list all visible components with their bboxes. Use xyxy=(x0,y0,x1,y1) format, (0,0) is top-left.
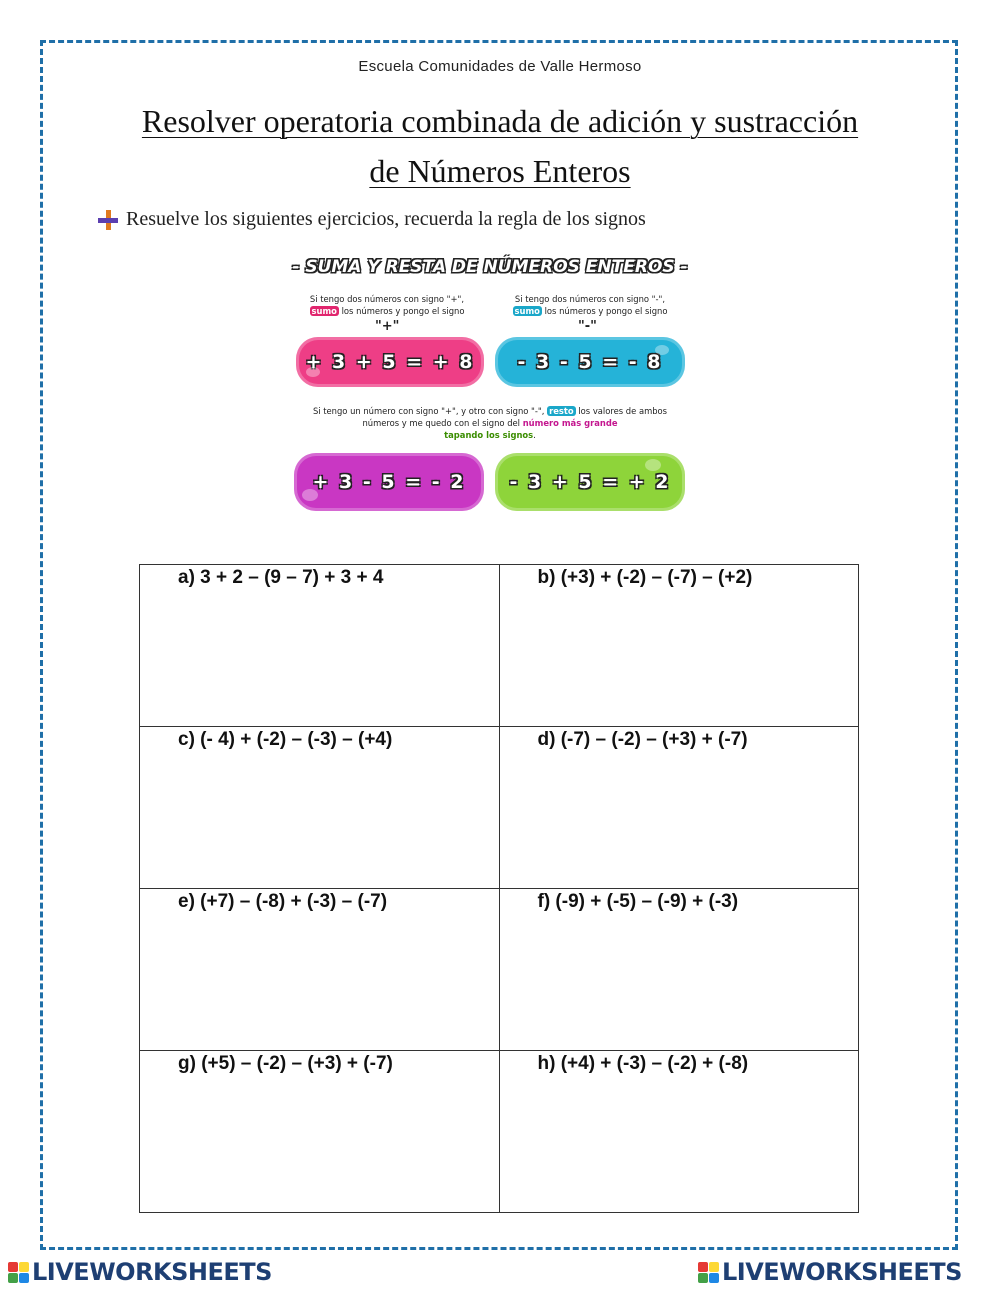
liveworksheets-mark-icon xyxy=(698,1262,719,1283)
liveworksheets-logo-right: LIVEWORKSHEETS xyxy=(698,1258,962,1286)
table-row xyxy=(140,727,859,889)
title-line-2: de Números Enteros xyxy=(369,153,631,189)
sign-rules-graphic xyxy=(290,255,690,520)
exercise-f[interactable]: f) (-9) + (-5) – (-9) + (-3) xyxy=(499,889,859,1051)
rule-positive-text: Si tengo dos números con signo "+", sumo los números y pongo el signo xyxy=(309,294,465,316)
instruction xyxy=(98,208,646,231)
liveworksheets-logo-left: LIVEWORKSHEETS xyxy=(8,1258,272,1286)
exercise-g[interactable]: g) (+5) – (-2) – (+3) + (-7) xyxy=(140,1051,500,1213)
exercise-e[interactable]: e) (+7) – (-8) + (-3) – (-7) xyxy=(140,889,500,1051)
title-line-1: Resolver operatoria combinada de adición y sustracción xyxy=(141,103,859,139)
rules-title: - SUMA Y RESTA DE NÚMEROS ENTEROS - xyxy=(292,257,688,277)
exercise-c[interactable]: c) (- 4) + (-2) – (-3) – (+4) xyxy=(140,727,500,889)
school-name: Escuela Comunidades de Valle Hermoso xyxy=(358,58,642,75)
example-mixed-1: + 3 - 5 = - 2 xyxy=(294,453,484,511)
example-mixed-2: - 3 + 5 = + 2 xyxy=(495,453,685,511)
table-row xyxy=(140,1051,859,1213)
exercises-table xyxy=(139,564,859,1213)
example-positive: + 3 + 5 = + 8 xyxy=(296,337,484,387)
table-row xyxy=(140,565,859,727)
table-row xyxy=(140,889,859,1051)
page-title xyxy=(0,96,1000,196)
rule-negative-sign: "-" xyxy=(578,319,597,334)
rule-negative-text: Si tengo dos números con signo "-", sumo los números y pongo el signo xyxy=(514,294,668,316)
exercise-h[interactable]: h) (+4) + (-3) – (-2) + (-8) xyxy=(499,1051,859,1213)
liveworksheets-mark-icon xyxy=(8,1262,29,1283)
plus-bullet-icon xyxy=(98,210,118,230)
exercise-b[interactable]: b) (+3) + (-2) – (-7) – (+2) xyxy=(499,565,859,727)
example-negative: - 3 - 5 = - 8 xyxy=(495,337,685,387)
rule-mixed-text: Si tengo un número con signo "+", y otro con signo "-", resto los valores de ambos números y me quedo con el signo del número más grande tapando los signos. xyxy=(312,406,668,440)
rule-positive-sign: "+" xyxy=(375,319,400,334)
exercise-a[interactable]: a) 3 + 2 – (9 – 7) + 3 + 4 xyxy=(140,565,500,727)
exercise-d[interactable]: d) (-7) – (-2) – (+3) + (-7) xyxy=(499,727,859,889)
instruction-text: Resuelve los siguientes ejercicios, recuerda la regla de los signos xyxy=(126,208,646,230)
